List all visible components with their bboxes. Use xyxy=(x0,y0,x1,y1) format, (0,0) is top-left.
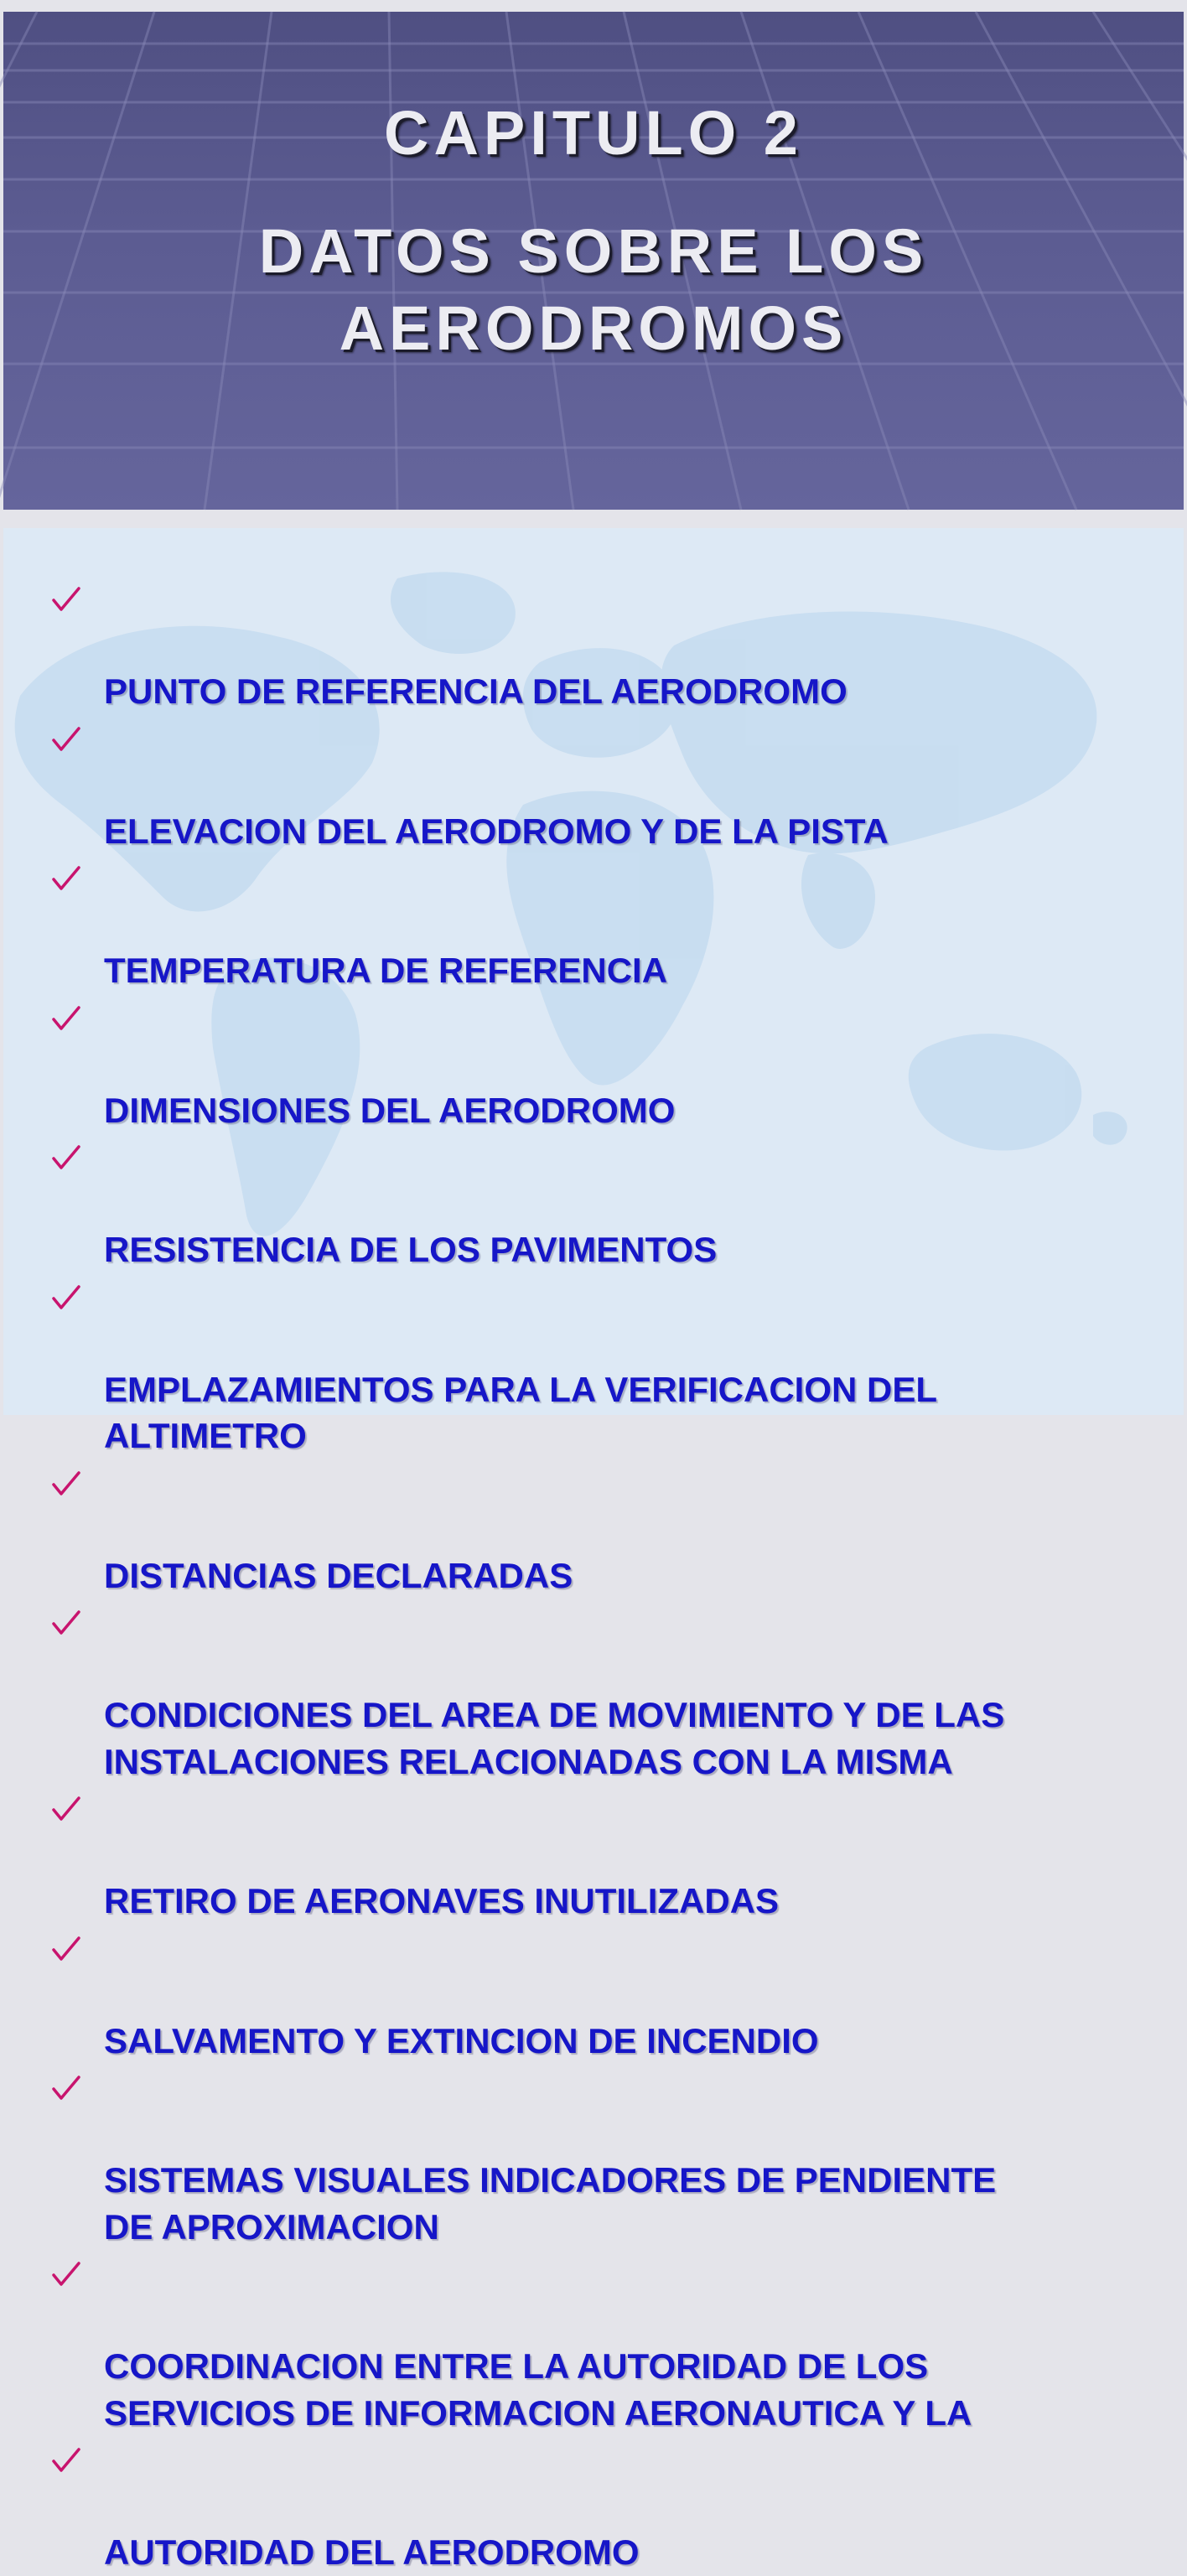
check-icon xyxy=(50,575,84,621)
check-icon xyxy=(50,854,84,900)
list-item-text: CONDICIONES DEL AREA DE MOVIMIENTO Y DE LAS INSTALACIONES RELACIONADAS CON LA MISMA xyxy=(104,1695,1005,1781)
list-item-text: TEMPERATURA DE REFERENCIA xyxy=(104,951,668,990)
list-item-text: DISTANCIAS DECLARADAS xyxy=(104,1555,573,1595)
list-item-text: SALVAMENTO Y EXTINCION DE INCENDIO xyxy=(104,2020,819,2060)
check-icon xyxy=(50,1599,84,1645)
check-icon xyxy=(50,1785,84,1831)
check-icon xyxy=(50,2250,84,2296)
check-icon xyxy=(50,1273,84,1319)
topics-list xyxy=(50,575,1165,2576)
list-item-text: RETIRO DE AERONAVES INUTILIZADAS xyxy=(104,1881,780,1920)
list-item xyxy=(50,2064,1165,2250)
list-item-text: DIMENSIONES DEL AERODROMO xyxy=(104,1090,676,1130)
title-slide xyxy=(3,12,1184,510)
check-icon xyxy=(50,2436,84,2482)
list-item xyxy=(50,1925,1165,2065)
list-item-text: SISTEMAS VISUALES INDICADORES DE PENDIENTE DE APROXIMACION xyxy=(104,2160,997,2247)
list-item xyxy=(50,575,1165,715)
list-item-text: RESISTENCIA DE LOS PAVIMENTOS xyxy=(104,1230,718,1269)
check-icon xyxy=(50,1459,84,1506)
list-item xyxy=(50,1273,1165,1459)
list-item-text: AUTORIDAD DEL AERODROMO xyxy=(104,2532,640,2572)
list-item-text: COORDINACION ENTRE LA AUTORIDAD DE LOS SERVICIOS DE INFORMACION AERONAUTICA Y LA xyxy=(104,2346,972,2433)
list-item xyxy=(50,1599,1165,1785)
check-icon xyxy=(50,994,84,1040)
chapter-title: CAPITULO 2 xyxy=(384,98,803,168)
check-icon xyxy=(50,1133,84,1179)
list-item-text: EMPLAZAMIENTOS PARA LA VERIFICACION DEL ALTIMETRO xyxy=(104,1369,938,1455)
list-item xyxy=(50,2436,1165,2576)
list-item xyxy=(50,1133,1165,1273)
list-item-text: ELEVACION DEL AERODROMO Y DE LA PISTA xyxy=(104,811,889,851)
check-icon xyxy=(50,1925,84,1971)
list-item-text: PUNTO DE REFERENCIA DEL AERODROMO xyxy=(104,671,847,711)
list-item xyxy=(50,715,1165,855)
list-item xyxy=(50,1459,1165,1599)
subject-title: DATOS SOBRE LOS AERODROMOS xyxy=(258,216,929,363)
list-item xyxy=(50,2250,1165,2436)
check-icon xyxy=(50,2064,84,2110)
check-icon xyxy=(50,715,84,761)
content-slide xyxy=(3,528,1184,2572)
list-item xyxy=(50,1785,1165,1925)
list-item xyxy=(50,854,1165,994)
list-item xyxy=(50,994,1165,1134)
